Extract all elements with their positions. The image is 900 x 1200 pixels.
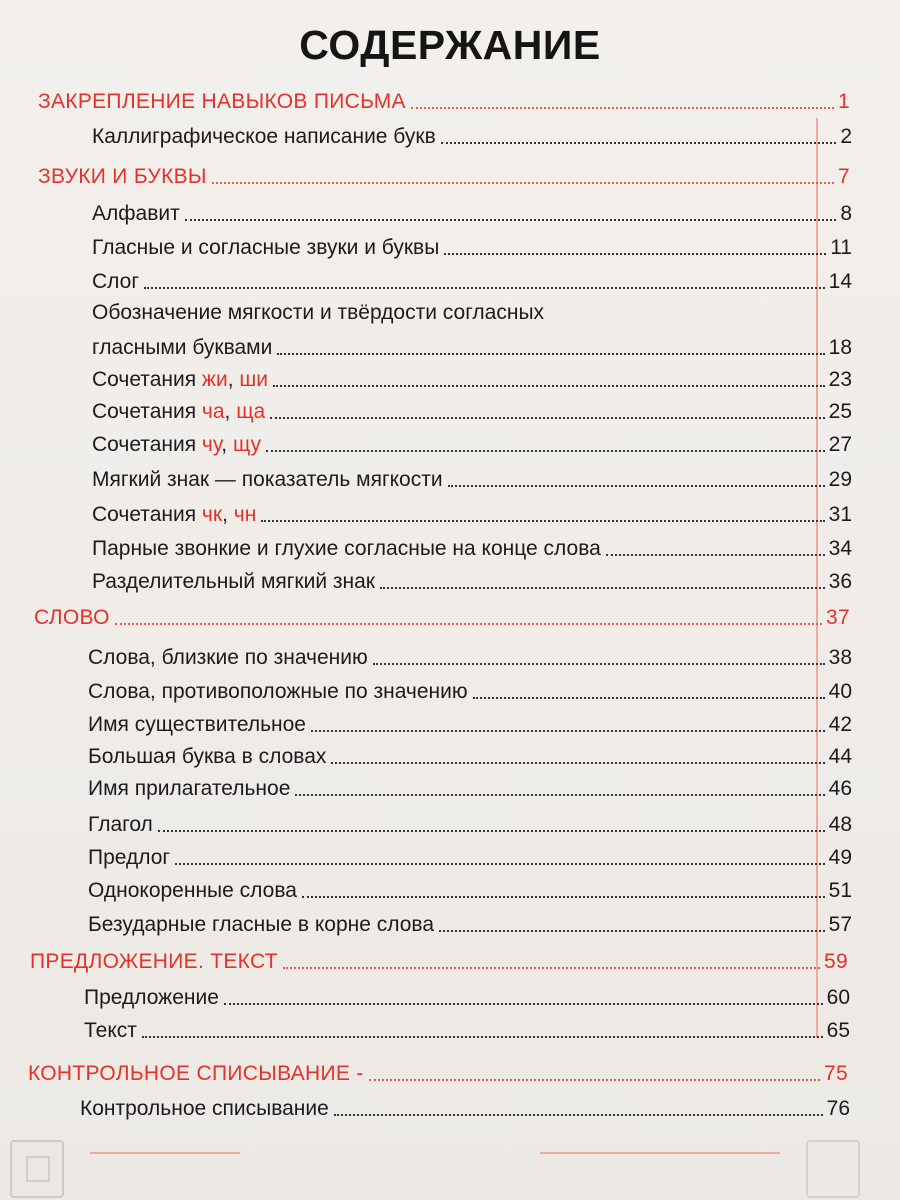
combination-b: ши: [239, 368, 268, 391]
dot-leader: [311, 730, 825, 732]
toc-section-word[interactable]: [34, 606, 850, 630]
combination-prefix: Сочетания: [92, 368, 197, 391]
toc-entry-softness[interactable]: [92, 336, 852, 360]
toc-page-number: 14: [828, 270, 852, 293]
footer-divider: [90, 1152, 240, 1154]
dot-leader: [331, 762, 824, 764]
toc-entry-label: Каллиграфическое написание букв: [92, 125, 436, 148]
dot-leader: [448, 485, 825, 487]
toc-page-number: 59: [824, 950, 848, 973]
toc-section-label: ЗВУКИ И БУКВЫ: [38, 165, 207, 188]
toc-page-number: 1: [838, 90, 850, 113]
toc-entry-cognates[interactable]: [88, 879, 852, 903]
combination-separator: ,: [224, 400, 231, 423]
page-footer: [0, 1140, 900, 1200]
toc-page-number: 40: [828, 680, 852, 703]
toc-entry-text[interactable]: [84, 1019, 850, 1043]
dot-leader: [224, 1003, 823, 1005]
toc-entry-label: Алфавит: [92, 202, 180, 225]
dot-leader: [334, 1114, 823, 1116]
toc-page-number: 65: [826, 1019, 850, 1042]
toc-entry-label: Разделительный мягкий знак: [92, 570, 375, 593]
toc-page-number: 34: [828, 537, 852, 560]
toc-entry-label: Контрольное списывание: [80, 1097, 329, 1120]
toc-entry-alphabet[interactable]: [92, 202, 852, 226]
toc-entry-soft-sign[interactable]: [92, 468, 852, 492]
toc-section-label: ЗАКРЕПЛЕНИЕ НАВЫКОВ ПИСЬМА: [38, 90, 406, 113]
toc-section-label: ПРЕДЛОЖЕНИЕ. ТЕКСТ: [30, 950, 278, 973]
toc-entry-label: Гласные и согласные звуки и буквы: [92, 236, 440, 259]
calendar-icon: [806, 1140, 860, 1198]
combination-separator: ,: [221, 433, 228, 456]
toc-entry-adjective[interactable]: [88, 777, 852, 801]
toc-entry-calligraphy[interactable]: [92, 125, 852, 149]
toc-entry-softness-line1: Обозначение мягкости и твёрдости согласных: [92, 301, 545, 324]
toc-entry-label: Имя прилагательное: [88, 777, 291, 800]
toc-entry-label: Имя существительное: [88, 713, 306, 736]
toc-page-number: 31: [828, 503, 852, 526]
combination-b: ща: [236, 400, 266, 423]
dot-leader: [266, 450, 825, 452]
combination-prefix: Сочетания: [92, 503, 197, 526]
toc-section-writing-skills[interactable]: [38, 90, 850, 114]
toc-page-number: 44: [828, 745, 852, 768]
toc-entry-chk-chn[interactable]: [92, 503, 852, 527]
toc-page-number: 27: [828, 433, 852, 456]
toc-entry-chu-shchu[interactable]: [92, 433, 852, 457]
combination-separator: ,: [227, 368, 234, 391]
toc-entry-label: Безударные гласные в корне слова: [88, 913, 434, 936]
toc-entry-preposition[interactable]: [88, 846, 852, 870]
toc-section-control-copying[interactable]: [28, 1062, 848, 1086]
toc-section-sounds-letters[interactable]: [38, 165, 850, 189]
dot-leader: [380, 587, 825, 589]
toc-entry-label: [92, 503, 256, 527]
toc-page-number: 36: [828, 570, 852, 593]
toc-entry-dividing-soft-sign[interactable]: [92, 570, 852, 594]
document-icon: [10, 1140, 64, 1198]
dot-leader: [273, 385, 825, 387]
dot-leader: [277, 353, 824, 355]
toc-page-number: 46: [828, 777, 852, 800]
dot-leader: [373, 663, 825, 665]
toc-entry-label: [92, 368, 268, 392]
dot-leader: [185, 219, 837, 221]
combination-a: чу: [201, 433, 222, 456]
dot-leader: [606, 554, 825, 556]
toc-entry-label: Предлог: [88, 846, 171, 869]
toc-entry-label: [92, 400, 265, 424]
toc-entry-unstressed-vowels[interactable]: [88, 913, 852, 937]
toc-page-number: 25: [828, 400, 852, 423]
dot-leader: [142, 1036, 823, 1038]
combination-b: чн: [233, 503, 257, 526]
combination-prefix: Сочетания: [92, 433, 197, 456]
toc-entry-label: Парные звонкие и глухие согласные на конце слова: [92, 537, 601, 560]
dot-leader: [270, 417, 824, 419]
toc-page-number: 29: [828, 468, 852, 491]
toc-entry-sentence[interactable]: [84, 986, 850, 1010]
dot-leader: [473, 697, 825, 699]
dot-leader: [441, 142, 837, 144]
toc-entry-label: Слог: [92, 270, 139, 293]
toc-page-number: 60: [826, 986, 850, 1009]
dot-leader: [444, 253, 826, 255]
dot-leader: [369, 1079, 820, 1081]
toc-entry-verb[interactable]: [88, 813, 852, 837]
toc-page-number: 49: [828, 846, 852, 869]
toc-entry-label: [92, 433, 261, 457]
combination-separator: ,: [222, 503, 228, 526]
toc-entry-label: Слова, близкие по значению: [88, 646, 368, 669]
toc-entry-label: Большая буква в словах: [88, 745, 327, 768]
footer-divider: [540, 1152, 780, 1154]
toc-page-number: 37: [826, 606, 850, 629]
toc-entry-vowels-consonants[interactable]: [92, 236, 852, 260]
dot-leader: [302, 896, 825, 898]
toc-page-number: 11: [830, 236, 852, 259]
toc-section-label: КОНТРОЛЬНОЕ СПИСЫВАНИЕ -: [28, 1062, 364, 1085]
dot-leader: [158, 830, 825, 832]
toc-entry-cha-shcha[interactable]: [92, 400, 852, 424]
toc-page-number: 23: [828, 368, 852, 391]
toc-entry-label: Глагол: [88, 813, 153, 836]
toc-entry-label: Предложение: [84, 986, 219, 1009]
combination-a: чк: [201, 503, 223, 526]
combination-prefix: Сочетания: [92, 400, 197, 423]
toc-entry-syllable[interactable]: [92, 270, 852, 294]
dot-leader: [115, 623, 822, 625]
toc-page-number: 18: [828, 336, 852, 359]
toc-entry-control-copying[interactable]: [80, 1097, 850, 1121]
toc-page-number: 8: [840, 202, 852, 225]
dot-leader: [212, 182, 834, 184]
toc-entry-label: Текст: [84, 1019, 137, 1042]
toc-page-number: 51: [828, 879, 852, 902]
combination-a: ча: [201, 400, 225, 423]
toc-section-label: СЛОВО: [34, 606, 110, 629]
toc-page-number: 42: [828, 713, 852, 736]
toc-page-number: 38: [828, 646, 852, 669]
toc-entry-zhi-shi[interactable]: [92, 368, 852, 392]
toc-entry-noun[interactable]: [88, 713, 852, 737]
dot-leader: [261, 520, 824, 522]
toc-entry-synonyms[interactable]: [88, 646, 852, 670]
toc-entry-paired-consonants[interactable]: [92, 537, 852, 561]
toc-section-sentence-text[interactable]: [30, 950, 848, 974]
dot-leader: [295, 794, 824, 796]
combination-b: щу: [232, 433, 261, 456]
page-title: СОДЕРЖАНИЕ: [299, 22, 601, 68]
toc-entry-label: Мягкий знак — показатель мягкости: [92, 468, 443, 491]
toc-entry-label: Слова, противоположные по значению: [88, 680, 468, 703]
combination-a: жи: [201, 368, 228, 391]
toc-page-number: 2: [840, 125, 852, 148]
dot-leader: [439, 930, 825, 932]
toc-entry-antonyms[interactable]: [88, 680, 852, 704]
toc-page-number: 76: [826, 1097, 850, 1120]
dot-leader: [411, 107, 834, 109]
toc-page-number: 48: [828, 813, 852, 836]
dot-leader: [175, 863, 825, 865]
dot-leader: [144, 287, 825, 289]
toc-page-number: 75: [824, 1062, 848, 1085]
toc-page-number: 7: [838, 165, 850, 188]
toc-entry-label: Однокоренные слова: [88, 879, 297, 902]
dot-leader: [283, 967, 820, 969]
toc-entry-capital-letter[interactable]: [88, 745, 852, 769]
toc-entry-label: гласными буквами: [92, 336, 273, 359]
toc-page-number: 57: [828, 913, 852, 936]
